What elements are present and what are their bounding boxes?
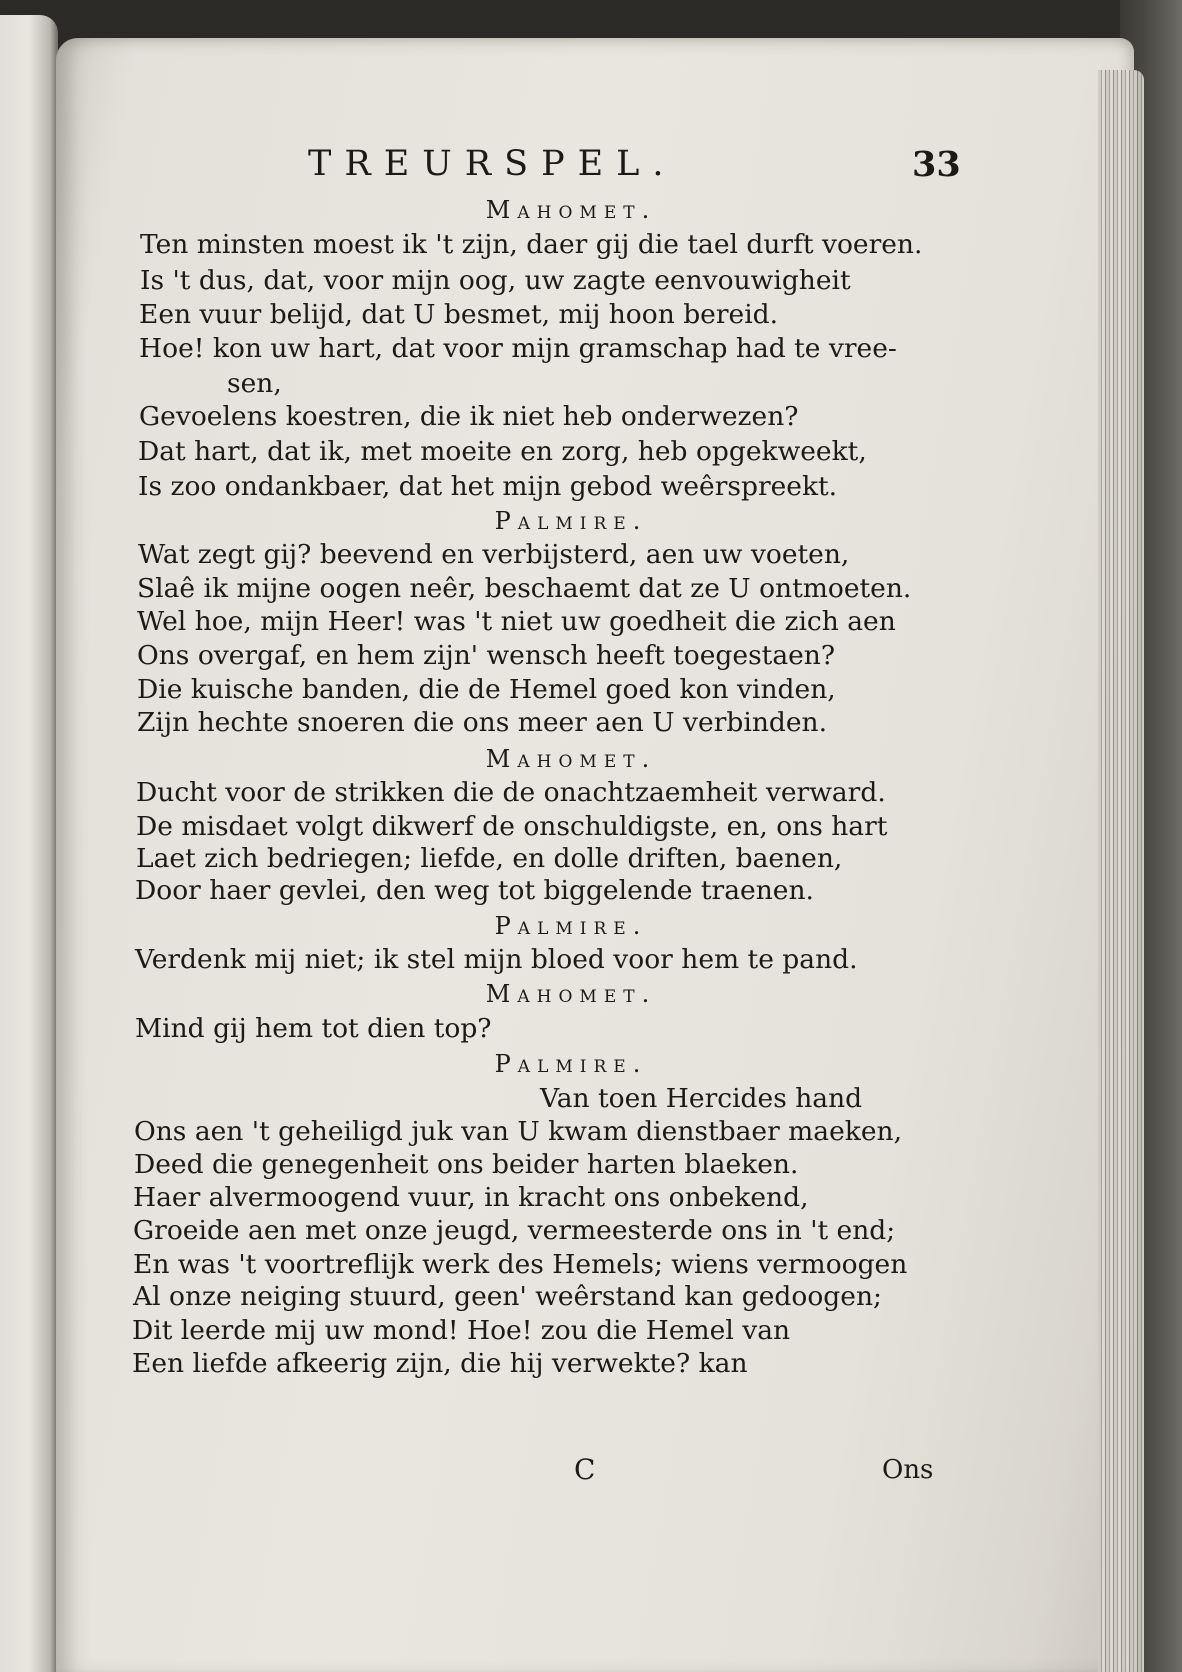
verse-line: Door haer gevlei, den weg tot biggelende traenen. — [135, 875, 814, 906]
verse-line: Al onze neiging stuurd, geen' weêrstand kan gedoogen; — [133, 1281, 882, 1312]
signature-mark: C — [574, 1453, 596, 1486]
verse-line: Haer alvermoogend vuur, in kracht ons onbekend, — [133, 1182, 809, 1213]
catchword: Ons — [882, 1455, 934, 1485]
verse-line: Gevoelens koestren, die ik niet heb onderwezen? — [139, 401, 799, 432]
verse-line: Is 't dus, dat, voor mijn oog, uw zagte eenvouwigheit — [140, 265, 851, 296]
verse-line: Laet zich bedriegen; liefde, en dolle driften, baenen, — [136, 843, 843, 874]
running-head: TREURSPEL. — [308, 144, 677, 184]
verse-line: Die kuische banden, die de Hemel goed kon vinden, — [137, 674, 836, 705]
verse-line: Groeide aen met onze jeugd, vermeesterde ons in 't end; — [133, 1215, 896, 1246]
verse-line: Wat zegt gij? beevend en verbijsterd, aen uw voeten, — [138, 539, 850, 570]
verse-line: Hoe! kon uw hart, dat voor mijn gramschap had te vree- — [139, 333, 897, 364]
speaker-name: Palmire. — [494, 1050, 648, 1078]
verse-line: De misdaet volgt dikwerf de onschuldigste, en, ons hart — [136, 811, 888, 842]
speaker-name: Mahomet. — [485, 980, 657, 1008]
verse-line: Ten minsten moest ik 't zijn, daer gij die tael durft voeren. — [140, 229, 923, 260]
speaker-name: Palmire. — [494, 912, 648, 940]
verse-line: Deed die genegenheit ons beider harten blaeken. — [134, 1149, 799, 1180]
verse-line: Een liefde afkeerig zijn, die hij verwekte? kan — [132, 1348, 748, 1379]
verse-line: Van toen Hercides hand — [540, 1083, 863, 1114]
verse-line: Verdenk mij niet; ik stel mijn bloed voor hem te pand. — [135, 944, 858, 975]
speaker-name: Mahomet. — [485, 745, 657, 773]
verse-line: Dit leerde mij uw mond! Hoe! zou die Hemel van — [132, 1315, 791, 1346]
page-number: 33 — [912, 144, 961, 185]
verse-line: Dat hart, dat ik, met moeite en zorg, heb opgekweekt, — [138, 436, 867, 467]
verse-line: Slaê ik mijne oogen neêr, beschaemt dat ze U ontmoeten. — [137, 573, 912, 604]
verse-line: Mind gij hem tot dien top? — [135, 1013, 492, 1044]
verse-line: Is zoo ondankbaer, dat het mijn gebod weêrspreekt. — [138, 471, 838, 502]
verse-line: Zijn hechte snoeren die ons meer aen U verbinden. — [137, 707, 828, 738]
speaker-name: Palmire. — [494, 507, 648, 535]
speaker-name: Mahomet. — [485, 196, 657, 224]
verse-line: sen, — [227, 368, 282, 399]
verse-line: Een vuur belijd, dat U besmet, mij hoon bereid. — [139, 299, 779, 330]
verse-line: Ons overgaf, en hem zijn' wensch heeft toegestaen? — [137, 640, 836, 671]
verse-line: En was 't voortreflijk werk des Hemels; wiens vermoogen — [133, 1249, 908, 1280]
verse-line: Ducht voor de strikken die de onachtzaemheit verward. — [136, 777, 886, 808]
verse-line: Ons aen 't geheiligd juk van U kwam dienstbaer maeken, — [134, 1116, 903, 1147]
verse-line: Wel hoe, mijn Heer! was 't niet uw goedheit die zich aen — [137, 606, 896, 637]
